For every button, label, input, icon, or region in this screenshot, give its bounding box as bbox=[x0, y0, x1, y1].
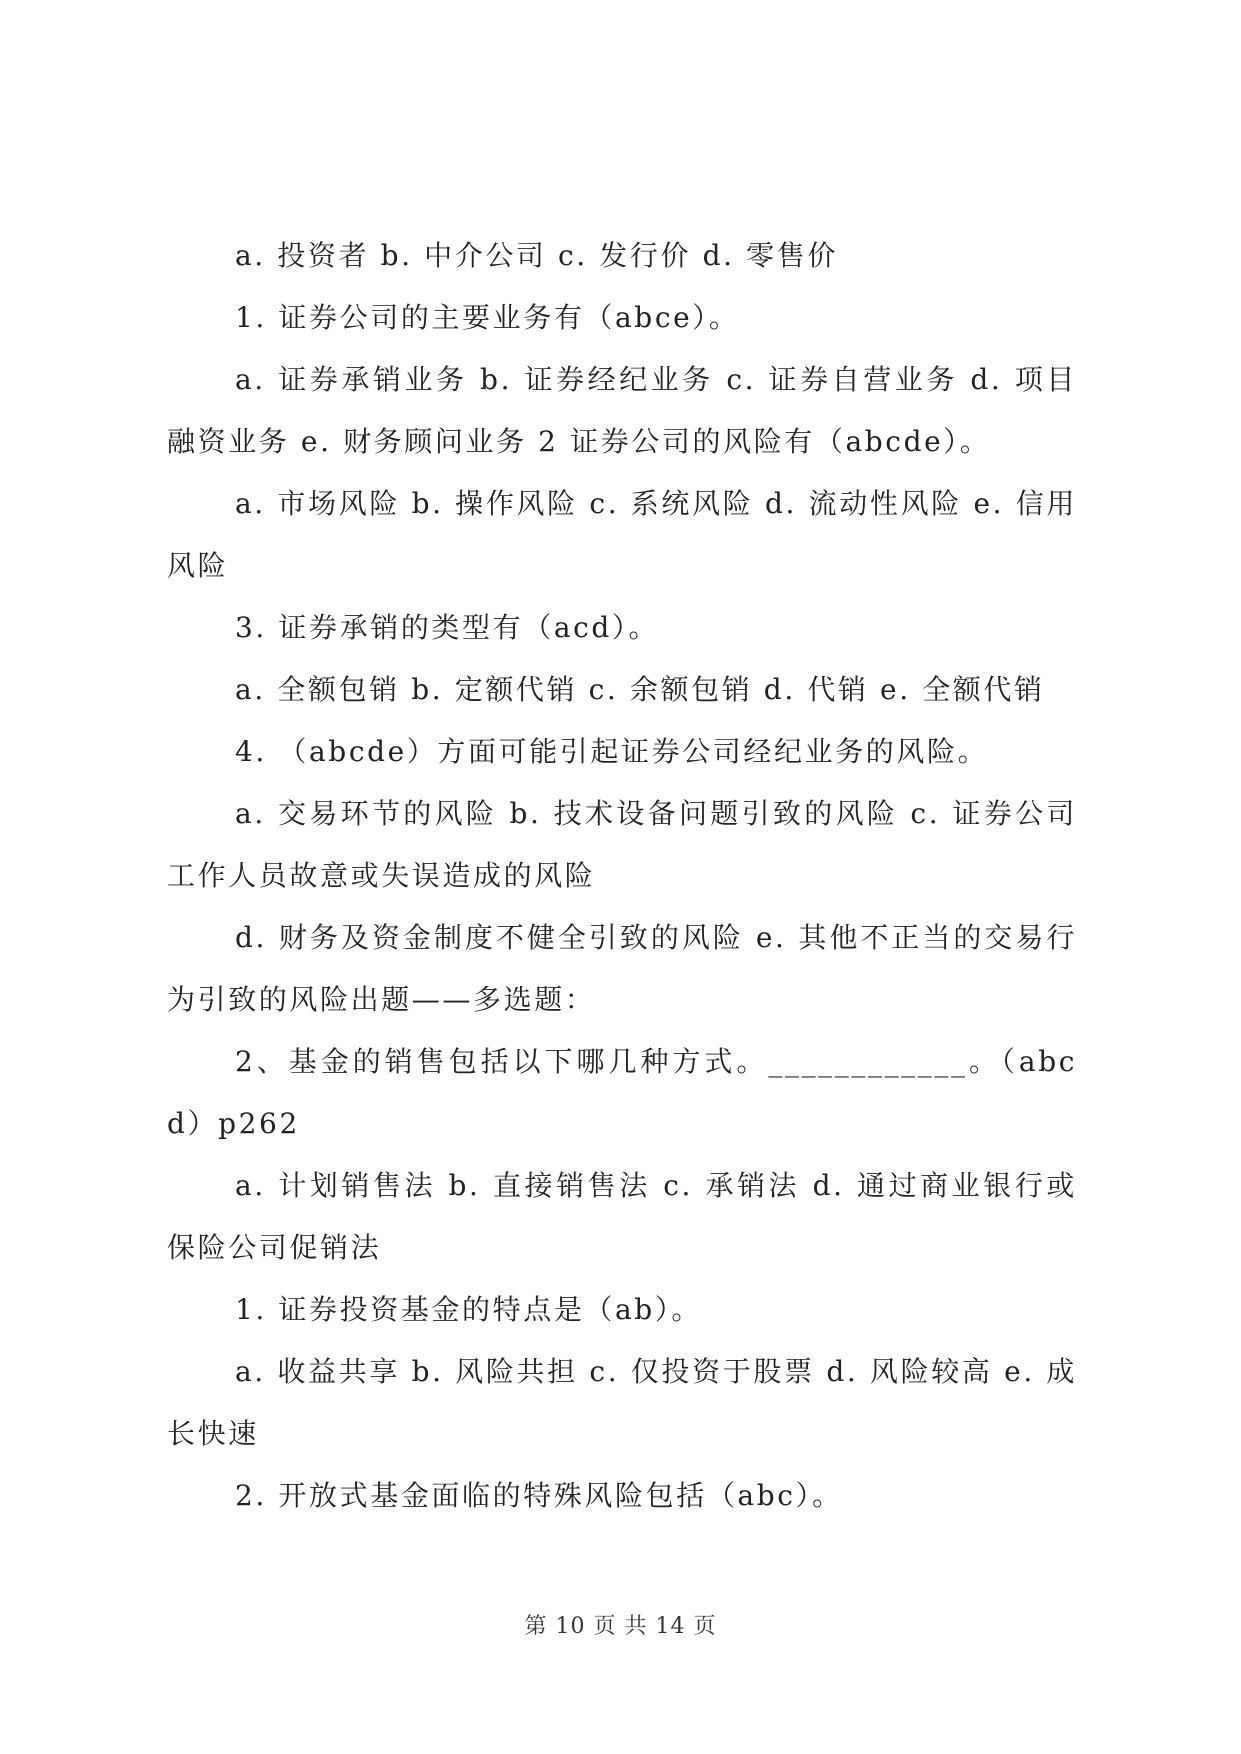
paragraph: a. 投资者 b. 中介公司 c. 发行价 d. 零售价 bbox=[235, 239, 838, 272]
paragraph: 1. 证券公司的主要业务有（abce）。 bbox=[235, 301, 740, 334]
paragraph: 1. 证券投资基金的特点是（ab）。 bbox=[235, 1293, 703, 1326]
paragraph: a. 市场风险 b. 操作风险 c. 系统风险 d. 流动性风险 e. 信用风险 bbox=[167, 487, 1077, 582]
paragraph: a. 交易环节的风险 b. 技术设备问题引致的风险 c. 证券公司工作人员故意或失误造成的风险 bbox=[167, 797, 1077, 892]
paragraph: a. 计划销售法 b. 直接销售法 c. 承销法 d. 通过商业银行或保险公司促销法 bbox=[167, 1169, 1077, 1264]
paragraph: d. 财务及资金制度不健全引致的风险 e. 其他不正当的交易行为引致的风险出题——多选题： bbox=[167, 921, 1077, 1016]
page-number-footer: 第 10 页 共 14 页 bbox=[524, 1614, 717, 1639]
paragraph: a. 收益共享 b. 风险共担 c. 仅投资于股票 d. 风险较高 e. 成长快速 bbox=[167, 1355, 1077, 1450]
paragraph: 2. 开放式基金面临的特殊风险包括（abc）。 bbox=[235, 1479, 843, 1512]
document-body bbox=[167, 225, 1077, 1527]
paragraph: a. 全额包销 b. 定额代销 c. 余额包销 d. 代销 e. 全额代销 bbox=[235, 673, 1045, 706]
paragraph: 3. 证券承销的类型有（acd）。 bbox=[235, 611, 660, 644]
paragraph: 4. （abcde）方面可能引起证券公司经纪业务的风险。 bbox=[235, 735, 989, 768]
paragraph: 2、基金的销售包括以下哪几种方式。____________。（abcd）p262 bbox=[167, 1045, 1077, 1140]
paragraph: a. 证券承销业务 b. 证券经纪业务 c. 证券自营业务 d. 项目融资业务 e. 财务顾问业务 2 证券公司的风险有（abcde）。 bbox=[167, 363, 1077, 458]
